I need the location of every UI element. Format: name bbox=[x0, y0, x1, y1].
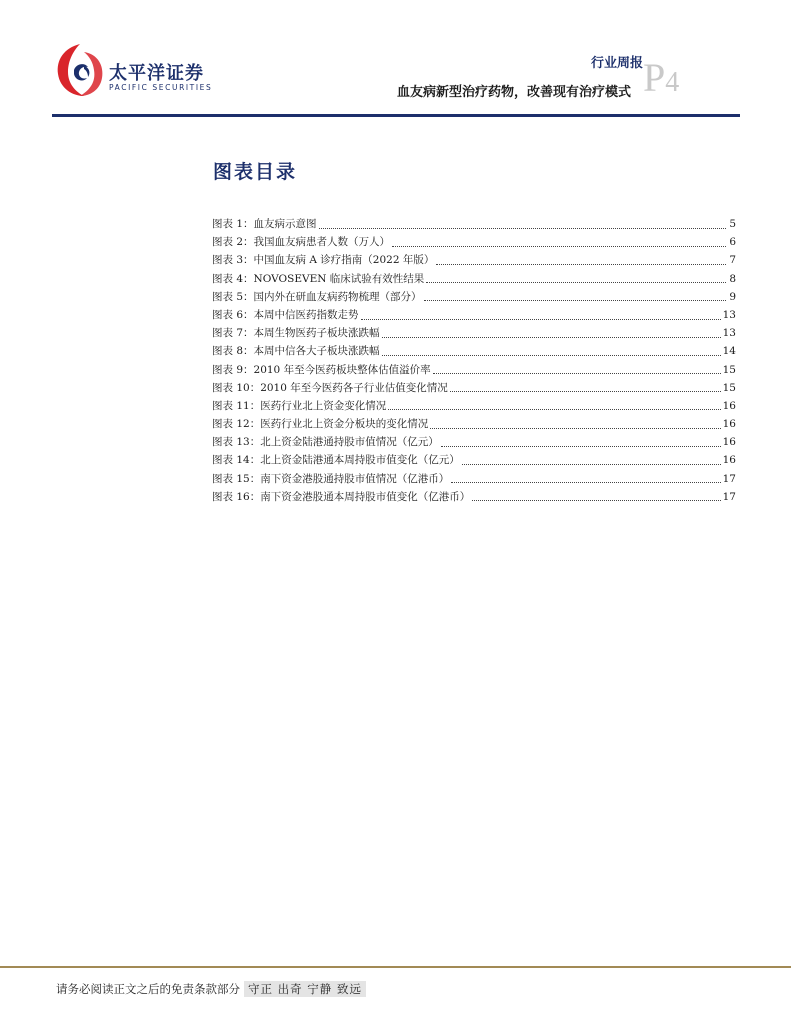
footer-disclaimer: 请务必阅读正文之后的免责条款部分 bbox=[56, 982, 240, 996]
toc-item-page: 14 bbox=[722, 345, 736, 358]
toc-item-page: 13 bbox=[722, 308, 736, 321]
toc-item-page: 16 bbox=[722, 399, 736, 412]
toc-item-label: 图表 6：本周中信医药指数走势 bbox=[212, 308, 359, 321]
toc-item-page: 9 bbox=[729, 290, 736, 303]
toc-item[interactable] bbox=[212, 234, 736, 252]
toc-leader-dots bbox=[472, 492, 720, 501]
footer-divider bbox=[0, 966, 791, 968]
toc-item-label: 图表 13：北上资金陆港通持股市值情况（亿元） bbox=[212, 436, 439, 449]
toc-leader-dots bbox=[436, 256, 726, 265]
company-logo bbox=[54, 40, 214, 100]
toc-item[interactable] bbox=[212, 434, 736, 452]
toc-item-page: 6 bbox=[729, 236, 736, 249]
toc-leader-dots bbox=[430, 420, 720, 429]
toc-item[interactable] bbox=[212, 289, 736, 307]
toc-item-label: 图表 8：本周中信各大子板块涨跌幅 bbox=[212, 345, 380, 358]
toc-item-page: 17 bbox=[722, 472, 736, 485]
toc-item-label: 图表 11：医药行业北上资金变化情况 bbox=[212, 399, 387, 412]
toc-item-page: 13 bbox=[722, 327, 736, 340]
toc-item-label: 图表 16：南下资金港股通本周持股市值变化（亿港币） bbox=[212, 490, 471, 503]
report-title: 血友病新型治疗药物，改善现有治疗模式 bbox=[396, 85, 631, 100]
toc-item-label: 图表 5：国内外在研血友病药物梳理（部分） bbox=[212, 290, 422, 303]
toc-item-page: 7 bbox=[729, 254, 736, 267]
toc-item-page: 15 bbox=[722, 363, 736, 376]
toc-item[interactable] bbox=[212, 362, 736, 380]
toc-leader-dots bbox=[382, 329, 721, 338]
report-type: 行业周报 bbox=[590, 56, 643, 71]
toc-item[interactable] bbox=[212, 452, 736, 470]
toc-item-label: 图表 15：南下资金港股通持股市值情况（亿港币） bbox=[212, 472, 450, 485]
toc-item-label: 图表 2：我国血友病患者人数（万人） bbox=[212, 236, 391, 249]
toc-item-label: 图表 9：2010 年至今医药板块整体估值溢价率 bbox=[212, 363, 431, 376]
toc-leader-dots bbox=[441, 438, 721, 447]
toc-item-label: 图表 1：血友病示意图 bbox=[212, 218, 317, 230]
toc-leader-dots bbox=[424, 292, 726, 301]
toc-leader-dots bbox=[451, 474, 720, 483]
logo-name-cn: 太平洋证券 bbox=[109, 63, 204, 84]
toc-item[interactable] bbox=[212, 271, 736, 289]
pacific-securities-logo-icon bbox=[54, 40, 106, 100]
header-divider bbox=[52, 114, 740, 117]
toc-item[interactable] bbox=[212, 398, 736, 416]
toc-item-page: 17 bbox=[722, 490, 736, 503]
page-number bbox=[643, 55, 680, 100]
toc-list bbox=[212, 216, 736, 507]
toc-leader-dots bbox=[382, 347, 721, 356]
toc-item[interactable] bbox=[212, 307, 736, 325]
toc-leader-dots bbox=[433, 365, 721, 374]
toc-item-page: 16 bbox=[722, 454, 736, 467]
toc-item[interactable] bbox=[212, 343, 736, 361]
toc-item-page: 8 bbox=[729, 272, 736, 285]
toc-item[interactable] bbox=[212, 216, 736, 234]
toc-item-label: 图表 7：本周生物医药子板块涨跌幅 bbox=[212, 327, 380, 340]
toc-item-label: 图表 12：医药行业北上资金分板块的变化情况 bbox=[212, 418, 429, 431]
toc-leader-dots bbox=[462, 456, 721, 465]
toc-leader-dots bbox=[392, 238, 726, 247]
toc-title: 图表目录 bbox=[213, 161, 298, 183]
toc-item-label: 图表 14：北上资金陆港通本周持股市值变化（亿元） bbox=[212, 454, 460, 467]
toc-item[interactable] bbox=[212, 380, 736, 398]
logo-name-en: PACIFIC SECURITIES bbox=[109, 83, 213, 92]
toc-item-label: 图表 4：NOVOSEVEN 临床试验有效性结果 bbox=[212, 272, 425, 285]
toc-item[interactable] bbox=[212, 325, 736, 343]
toc-leader-dots bbox=[361, 311, 721, 320]
toc-item-page: 16 bbox=[722, 436, 736, 449]
toc-item[interactable] bbox=[212, 489, 736, 507]
toc-leader-dots bbox=[319, 220, 726, 229]
toc-item[interactable] bbox=[212, 416, 736, 434]
page-prefix: P bbox=[643, 55, 666, 100]
toc-item[interactable] bbox=[212, 252, 736, 270]
footer bbox=[56, 981, 366, 997]
toc-leader-dots bbox=[426, 274, 726, 283]
toc-item[interactable] bbox=[212, 471, 736, 489]
toc-leader-dots bbox=[450, 383, 721, 392]
toc-item-page: 15 bbox=[722, 381, 736, 394]
page-number-value: 4 bbox=[665, 67, 680, 98]
toc-leader-dots bbox=[388, 401, 720, 410]
toc-item-page: 16 bbox=[722, 418, 736, 431]
toc-item-page: 5 bbox=[729, 218, 736, 230]
footer-motto: 守正 出奇 宁静 致远 bbox=[244, 981, 366, 997]
toc-item-label: 图表 3：中国血友病 A 诊疗指南（2022 年版） bbox=[212, 254, 435, 267]
toc-item-label: 图表 10：2010 年至今医药各子行业估值变化情况 bbox=[212, 381, 448, 394]
